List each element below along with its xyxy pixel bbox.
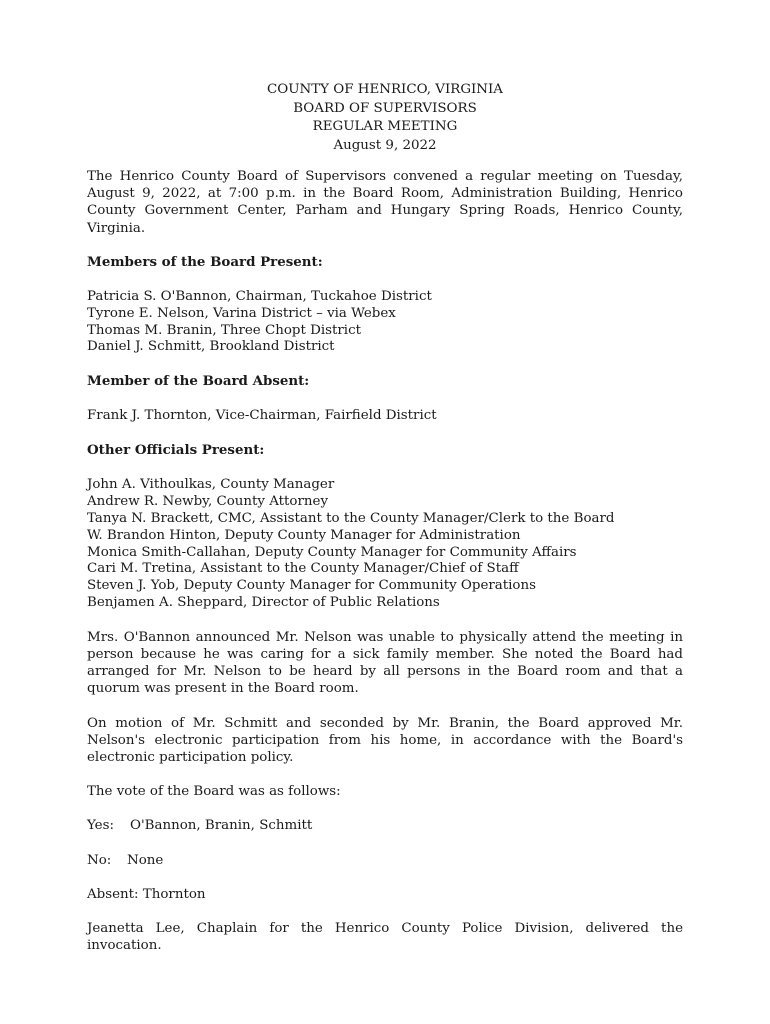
- members-absent-list: [87, 408, 683, 425]
- invocation-paragraph: Jeanetta Lee, Chaplain for the Henrico County Police Division, delivered the invocation.: [87, 921, 683, 954]
- members-present-list: [87, 289, 683, 356]
- list-item: W. Brandon Hinton, Deputy County Manager for Administration: [87, 527, 521, 543]
- list-item: Steven J. Yob, Deputy County Manager for Community Operations: [87, 578, 536, 594]
- header-date: August 9, 2022: [333, 137, 437, 153]
- header-board: BOARD OF SUPERVISORS: [293, 100, 477, 116]
- list-item: Andrew R. Newby, County Attorney: [87, 494, 329, 510]
- list-item: Tanya N. Brackett, CMC, Assistant to the County Manager/Clerk to the Board: [87, 511, 615, 526]
- announcement-paragraph: Mrs. O'Bannon announced Mr. Nelson was unable to physically attend the meeting in person because he was caring for a sick family member. She noted the Board had arranged for Mr. Nelson to be heard by all persons in the Board room and that a quorum was present in the Board room.: [87, 629, 683, 697]
- document-body: [87, 168, 683, 971]
- vote-yes-value: O'Bannon, Branin, Schmitt: [130, 818, 313, 834]
- list-item: Tyrone E. Nelson, Varina District – via Webex: [87, 305, 396, 321]
- vote-no-value: None: [127, 852, 164, 868]
- list-item: Patricia S. O'Bannon, Chairman, Tuckahoe District: [87, 289, 432, 305]
- list-item: Benjamen A. Sheppard, Director of Public Relations: [87, 594, 440, 610]
- vote-yes-label: Yes:: [87, 818, 114, 834]
- document-header: [0, 81, 770, 155]
- vote-no-line: [87, 852, 683, 869]
- list-item: Monica Smith-Callahan, Deputy County Manager for Community Affairs: [87, 544, 577, 560]
- officials-present-list: [87, 477, 683, 611]
- list-item: Frank J. Thornton, Vice-Chairman, Fairfield District: [87, 408, 437, 424]
- members-absent-heading: Member of the Board Absent:: [87, 373, 310, 390]
- list-item: Cari M. Tretina, Assistant to the County Manager/Chief of Staff: [87, 561, 519, 577]
- header-county: COUNTY OF HENRICO, VIRGINIA: [267, 82, 503, 97]
- officials-present-heading: Other Officials Present:: [87, 442, 265, 459]
- vote-no-label: No:: [87, 852, 112, 868]
- vote-intro: The vote of the Board was as follows:: [87, 784, 341, 800]
- list-item: Thomas M. Branin, Three Chopt District: [87, 322, 361, 338]
- list-item: Daniel J. Schmitt, Brookland District: [87, 339, 335, 355]
- vote-absent-line: Absent: Thornton: [87, 886, 206, 902]
- vote-yes-line: [87, 817, 683, 834]
- motion-paragraph: On motion of Mr. Schmitt and seconded by Mr. Branin, the Board approved Mr. Nelson's electronic participation from his home, in accordance with the Board's electronic participation policy.: [87, 715, 683, 765]
- intro-paragraph: The Henrico County Board of Supervisors convened a regular meeting on Tuesday, August 9, 2022, at 7:00 p.m. in the Board Room, Administration Building, Henrico County Government Center, Parham and Hungary Spring Roads, Henrico County, Virginia.: [87, 169, 683, 236]
- members-present-heading: Members of the Board Present:: [87, 253, 323, 270]
- header-meeting-type: REGULAR MEETING: [312, 119, 458, 134]
- list-item: John A. Vithoulkas, County Manager: [87, 477, 335, 493]
